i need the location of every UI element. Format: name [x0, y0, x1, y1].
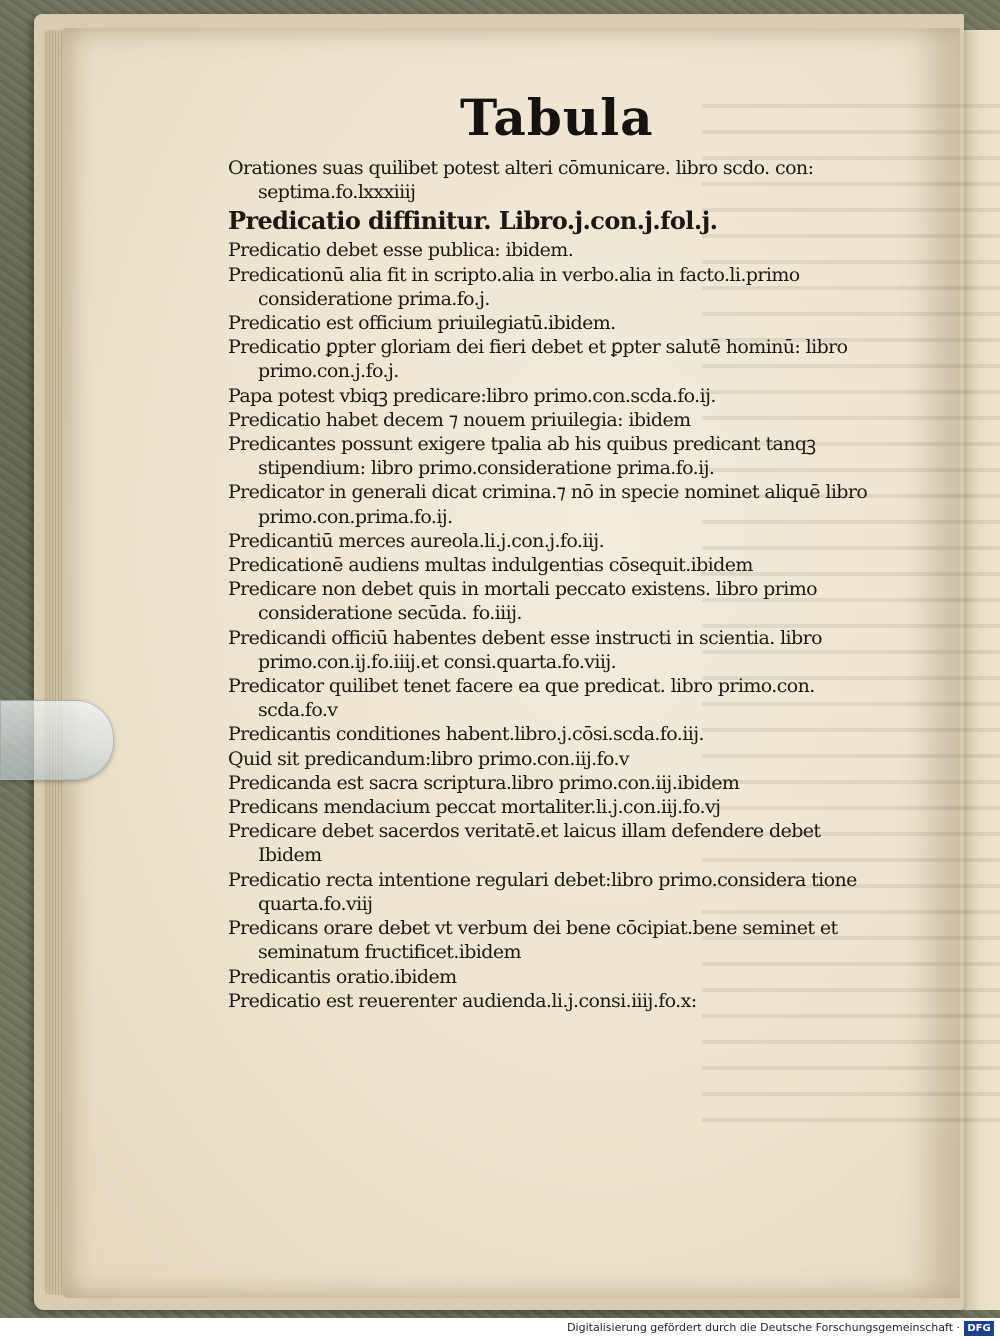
- index-entry: Predicatio ꝑpter gloriam dei fieri debet et ꝑpter salutē hominū: libro primo.con.j.fo.j.: [228, 336, 848, 383]
- dfg-logo: DFG: [964, 1321, 994, 1336]
- index-entries: [228, 156, 888, 1013]
- index-entry: Predicationē audiens multas indulgentias cōsequit.ibidem: [228, 554, 753, 577]
- index-entry: Predicare non debet quis in mortali peccato existens. libro primo consideratione secūda. fo.iiij.: [228, 578, 817, 625]
- index-entry: Predicatio est reuerenter audienda.li.j.consi.iiij.fo.x:: [228, 989, 697, 1012]
- index-entry: Predicans orare debet vt verbum dei bene cōcipiat.bene seminet et seminatum fructificet.ibidem: [228, 917, 838, 964]
- index-entry: Predicatio est officium priuilegiatū.ibidem.: [228, 312, 616, 335]
- footer-bar: [0, 1318, 1000, 1340]
- index-entry: Quid sit predicandum:libro primo.con.iij.fo.v: [228, 747, 630, 770]
- page-title: Tabula: [460, 88, 654, 147]
- page-clip: [0, 700, 114, 780]
- index-entry: Predicationū alia fit in scripto.alia in verbo.alia in facto.li.primo consideratione prima.fo.j.: [228, 263, 800, 310]
- index-entry: Predicator in generali dicat crimina.⁊ nō in specie nominet aliquē libro primo.con.prima.fo.ij.: [228, 481, 868, 528]
- index-entry: Predicatio recta intentione regulari debet:libro primo.considera tione quarta.fo.viij: [228, 868, 857, 915]
- index-entry: Predicatio habet decem ⁊ nouem priuilegia: ibidem: [228, 408, 691, 431]
- index-entry: Predicantes possunt exigere tpalia ab his quibus predicant tanqꝫ stipendium: libro primo.consideratione prima.fo.ij.: [228, 433, 816, 480]
- index-entry: Predicantis conditiones habent.libro.j.cōsi.scda.fo.iij.: [228, 723, 704, 746]
- index-entry: Predicare debet sacerdos veritatē.et laicus illam defendere debet Ibidem: [228, 820, 821, 867]
- funding-credit: Digitalisierung gefördert durch die Deutsche Forschungsgemeinschaft ·: [567, 1321, 960, 1334]
- index-entry: Predicans mendacium peccat mortaliter.li.j.con.iij.fo.vj: [228, 796, 721, 819]
- index-entry: Predicandi officiū habentes debent esse instructi in scientia. libro primo.con.ij.fo.iiij.et consi.quarta.fo.viij.: [228, 626, 822, 673]
- index-entry: Predicatio diffinitur. Libro.j.con.j.fol.j.: [228, 206, 718, 236]
- index-entry: Predicantiū merces aureola.li.j.con.j.fo.iij.: [228, 529, 605, 552]
- index-entry: Predicanda est sacra scriptura.libro primo.con.iij.ibidem: [228, 771, 740, 794]
- index-entry: Predicator quilibet tenet facere ea que predicat. libro primo.con. scda.fo.v: [228, 675, 815, 722]
- page-fore-edge: [44, 30, 62, 1295]
- index-entry: Papa potest vbiqꝫ predicare:libro primo.con.scda.fo.ij.: [228, 384, 716, 407]
- index-entry: Predicantis oratio.ibidem: [228, 965, 457, 988]
- index-entry: Orationes suas quilibet potest alteri cōmunicare. libro scdo. con: septima.fo.lxxxiiij: [228, 157, 814, 204]
- index-entry: Predicatio debet esse publica: ibidem.: [228, 239, 574, 262]
